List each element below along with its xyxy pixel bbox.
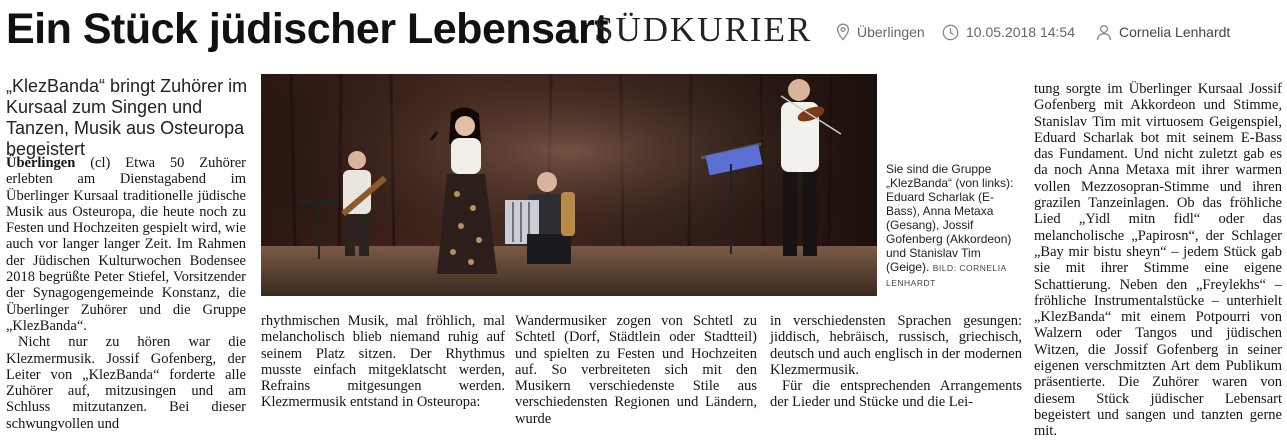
paragraph-3: rhythmischen Musik, mal fröhlich, mal melancholisch blieb niemand ruhig auf seinem Platz sitzen. Der Rhythmus musste einfach mitgeklatscht werden, Refrains mitgesungen werden. Klezmermusik entstand in Osteuropa: bbox=[261, 313, 505, 411]
date-text: 10.05.2018 14:54 bbox=[966, 24, 1075, 40]
article-photo[interactable] bbox=[261, 74, 877, 296]
paragraph-5: in verschiedensten Sprachen gesungen: jiddisch, hebräisch, russisch, griechisch, deutsch und auch englisch in der modernen Klezmermusik. bbox=[770, 313, 1022, 378]
article-header bbox=[0, 0, 1287, 62]
paragraph-6: Für die entsprechenden Arrangements der Lieder und Stücke und die Lei- bbox=[770, 378, 1022, 411]
brand-logo[interactable]: SÜDKURIER bbox=[594, 10, 813, 49]
headline: Ein Stück jüdischer Lebensart bbox=[6, 5, 609, 53]
photo-caption bbox=[886, 162, 1026, 290]
meta-location bbox=[836, 22, 925, 42]
location-pin-icon bbox=[836, 23, 850, 41]
paragraph-2: Nicht nur zu hören war die Klezmermusik. Jossif Gofenberg, der Leiter von „KlezBanda“ forderte alle Zuhörer auf, mitzusingen und am Schluss mitzutanzen. Bei dieser schwungvollen und bbox=[6, 334, 246, 432]
author-name[interactable]: Cornelia Lenhardt bbox=[1119, 24, 1231, 40]
location-text[interactable]: Überlingen bbox=[857, 24, 925, 40]
paragraph-intro: (cl) Etwa 50 Zuhörer erlebten am Dienstagabend im Überlinger Kursaal traditionelle jüdische Musik aus Osteuropa, die heute noch zu Festen und Hochzeiten gespielt wird, wie auch vor langer langer Zeit. Im Rahmen der Jüdischen Kulturwochen Bodensee 2018 begrüßte Peter Stiefel, Vorsitzender der Synagogengemeinde Konstanz, die Überlinger Zuhörer und die Gruppe „KlezBanda“. bbox=[6, 155, 246, 334]
meta-date bbox=[942, 22, 1075, 42]
text-column-5 bbox=[1034, 81, 1282, 440]
subheadline: „KlezBanda“ bringt Zuhörer im Kursaal zum Singen und Tanzen, Musik aus Osteuropa begeistert bbox=[6, 76, 248, 159]
meta-author bbox=[1096, 22, 1230, 42]
text-column-2 bbox=[261, 313, 505, 411]
paragraph-7: tung sorgte im Überlinger Kursaal Jossif Gofenberg mit Akkordeon und Stimme, Stanislav Tim mit virtuosem Geigenspiel, Eduard Scharlak bot mit seinem E-Bass das Fundament. Und nicht zuletzt gab es da noch Anna Metaxa mit ihrer warmen vollen Mezzosopran-Stimme und ihren grazilen Tanzeinlagen. Ob das fröhliche Lied „Yidl mitn fidl“ oder das melancholische „Papirosn“, der Schlager „Bay mir bistu sheyn“ – jedem Stück gab sie mit ihrer Stimme eine eigene Schattierung. Neben den „Freylekhs“ – fröhliche Instrumentalstücke – unterhielt „KlezBanda“ mit einem Potpourri von Walzern oder Tangos und jüdischen Witzen, die Jossif Gofenberg in seiner eigenen verschmitzten Art dem Publikum präsentierte. Die Zuhörer waren von diesem Stück jüdischer Lebensart begeistert und sangen und tanzten gerne mit. bbox=[1034, 81, 1282, 440]
text-column-4 bbox=[770, 313, 1022, 411]
clock-icon bbox=[942, 24, 959, 41]
photo-credit: BILD: CORNELIA LENHARDT bbox=[886, 263, 1007, 288]
caption-text: Sie sind die Gruppe „KlezBanda“ (von links): Eduard Scharlak (E-Bass), Anna Metaxa (Gesang), Jossif Gofenberg (Akkordeon) und Stanislav Tim (Geige). bbox=[886, 162, 1014, 274]
dateline: Überlingen bbox=[6, 155, 76, 171]
person-icon bbox=[1096, 24, 1112, 41]
text-column-1 bbox=[6, 155, 246, 432]
paragraph-4: Wandermusiker zogen von Schtetl zu Schtetl (Dorf, Städtlein oder Stadtteil) und spielten zu Festen und Hochzeiten auf. So verbreiteten sich mit den Musikern verschiedenste Stile aus verschiedensten Regionen und Ländern, wurde bbox=[515, 313, 757, 427]
band-photo-illustration bbox=[261, 74, 877, 296]
text-column-3 bbox=[515, 313, 757, 427]
